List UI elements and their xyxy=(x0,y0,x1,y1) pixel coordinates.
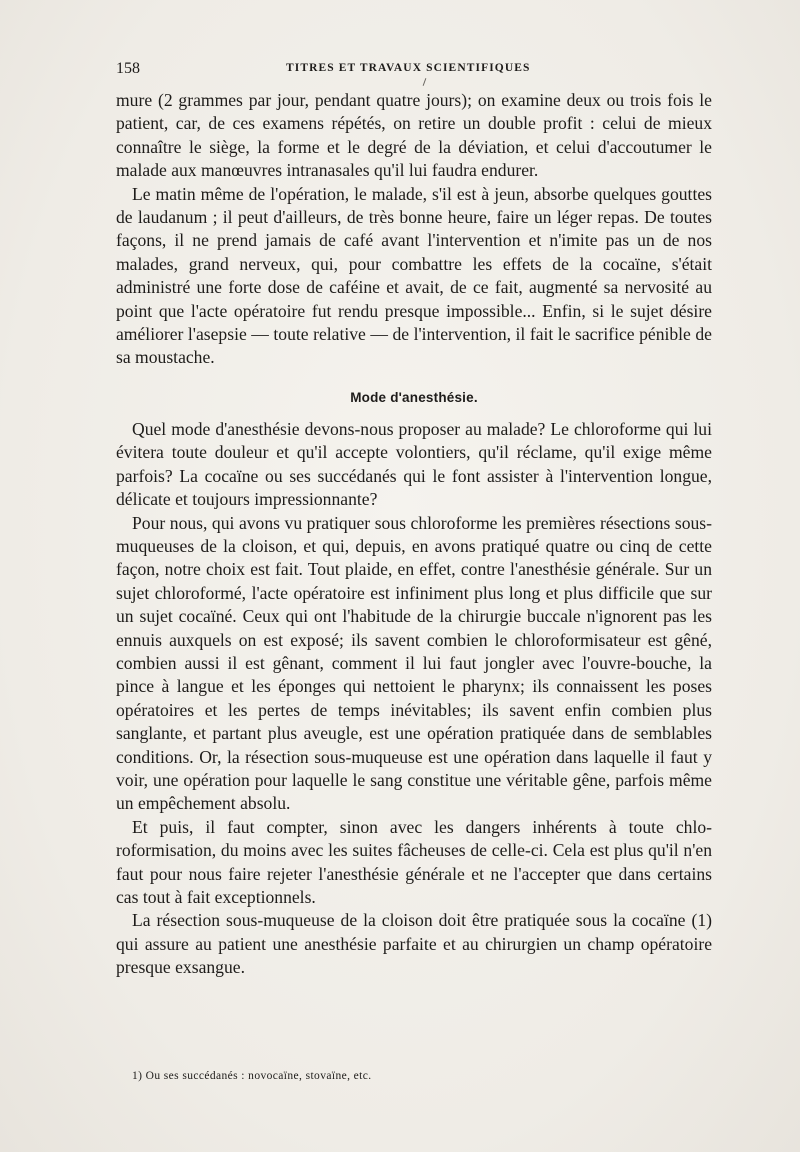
body-text xyxy=(116,89,712,980)
paragraph-choice: Pour nous, qui avons vu pratiquer sous chloroforme les premières résections sous-muqueuses de la cloison, et qui, depuis, en avons pratiqué quatre ou cinq de cette façon, notre choix est fait. Tout plaide, en effet, contre l'anesthésie générale. Sur un sujet chloroformé, l'acte opératoire est infiniment plus long et plus difficile que sur un sujet cocaïné. Ceux qui ont l'habitude de la chirurgie buccale n'ignorent pas les ennuis auxquels on est exposé; ils savent combien le chloroformisateur est gêné, combien aussi il est gênant, comment il lui faut jongler avec l'ouvre-bouche, la pince à langue et les éponges qui nettoient le pharynx; ils connaissent les poses opératoires et les pertes de temps inévitables; ils savent enfin combien plus sanglante, et partant plus aveugle, est une opération pratiquée dans de semblables conditions. Or, la résection sous-muqueuse est une opération dans laquelle il faut y voir, une opération pour laquelle le sang constitue une véritable gêne, parfois même un empêchement absolu. xyxy=(116,512,712,814)
footnote: 1) Ou ses succédanés : novocaïne, stovaïne, etc. xyxy=(132,1070,372,1082)
paragraph-dangers: Et puis, il faut compter, sinon avec les dangers inhérents à toute chloroformisation, du moins avec les suites fâcheuses de celle-ci. Cela est plus qu'il n'en faut pour nous faire rejeter l'anesthésie générale et ne l'accepter que dans certains cas tout à fait exceptionnels. xyxy=(116,816,712,907)
paragraph-operation-morning: Le matin même de l'opération, le malade, s'il est à jeun, absorbe quelques gouttes de laudanum ; il peut d'ailleurs, de très bonne heure, faire un léger repas. De toutes façons, il ne prend jamais de café avant l'intervention et n'imite pas un de nos malades, grand nerveux, qui, pour combattre les effets de la cocaïne, s'était administré une forte dose de caféine et avait, de ce fait, augmenté sa nervosité au point que l'acte opératoire fut rendu presque impossible... Enfin, si le sujet désire améliorer l'asepsie — toute relative — de l'intervention, il fait le sacrifice pénible de sa moustache. xyxy=(116,183,712,368)
paragraph-anesthesia-question: Quel mode d'anesthésie devons-nous proposer au malade? Le chloroforme qui lui évitera toute douleur et qu'il accepte volontiers, qu'il réclame, qu'il exige même parfois? La cocaïne ou ses succédanés qui le font assister à l'intervention longue, délicate et toujours impressionnante? xyxy=(116,418,712,510)
section-heading: Mode d'anesthésie. xyxy=(350,389,478,405)
paragraph-cocaine: La résection sous-muqueuse de la cloison doit être pratiquée sous la cocaïne (1) qui assure au patient une anesthésie parfaite et au chirurgien un champ opératoire presque exsangue. xyxy=(116,910,712,978)
page-number: 158 xyxy=(116,60,140,77)
paragraph-continued: mure (2 grammes par jour, pendant quatre jours); on examine deux ou trois fois le patient, car, de ces examens répétés, on retire un double profit : celui de mieux connaître le siège, la forme et le degré de la déviation, et celui d'accoutumer le malade aux manœuvres intranasales qu'il lui faudra endurer. xyxy=(116,90,712,181)
running-title: TITRES ET TRAVAUX SCIENTIFIQUES xyxy=(286,62,531,74)
running-head xyxy=(116,60,712,80)
